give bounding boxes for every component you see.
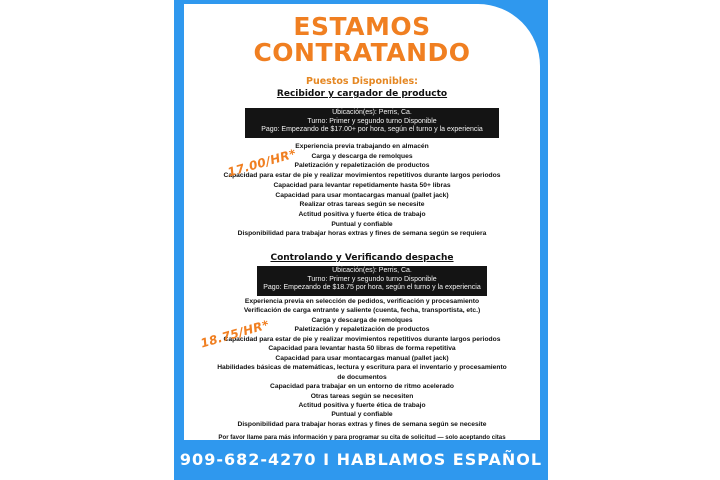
- list-item: Capacidad para levantar hasta 50 libras de forma repetitiva: [268, 345, 456, 353]
- list-item: Puntual y confiable: [331, 220, 393, 228]
- headline-line-2: CONTRATANDO: [253, 38, 471, 67]
- list-item: Disponibilidad para trabajar horas extras y fines de semana según se necesite: [237, 420, 487, 428]
- list-item: Realizar otras tareas según se necesite: [299, 201, 425, 209]
- list-item: Puntual y confiable: [331, 411, 393, 419]
- list-item: Paletización y repaletización de productos: [294, 162, 430, 170]
- list-item: Habilidades básicas de matemáticas, lectura y escritura para el inventario y procesamiento: [217, 364, 507, 372]
- job2-location: Ubicación(es): Perris, Ca.: [332, 267, 412, 274]
- job2-rate-tag: 18.75/HR*: [199, 317, 271, 351]
- phone-banner[interactable]: 909-682-4270 I HABLAMOS ESPAÑOL: [179, 450, 543, 469]
- job2-title: Controlando y Verificando despache: [270, 253, 454, 263]
- list-item: Carga y descarga de remolques: [311, 152, 413, 160]
- job1-info-box: [245, 108, 499, 138]
- job2-shift: Turno: Primer y segundo turno Disponible: [307, 275, 437, 283]
- list-item: Actitud positiva y fuerte ética de trabajo: [298, 401, 426, 409]
- footer-note: Por favor llame para más información y para programar su cita de solicitud — solo aceptando citas: [218, 434, 506, 440]
- job1-requirements: [184, 142, 540, 239]
- list-item: Carga y descarga de remolques: [311, 316, 413, 324]
- list-item: Disponibilidad para trabajar horas extras y fines de semana según se requiera: [237, 230, 487, 238]
- job1-rate-tag: 17.00/HR*: [226, 146, 298, 180]
- list-item: de documentos: [337, 373, 387, 381]
- hiring-flyer: [174, 0, 548, 480]
- list-item: Actitud positiva y fuerte ética de trabajo: [298, 210, 426, 218]
- list-item: Capacidad para trabajar en un entorno de ritmo acelerado: [270, 383, 454, 391]
- list-item: Experiencia previa trabajando en almacén: [295, 143, 429, 150]
- job1-pay: Pago: Empezando de $17.00+ por hora, según el turno y la experiencia: [261, 126, 483, 134]
- list-item: Verificación de carga entrante y saliente (cuenta, fecha, transportista, etc.): [243, 307, 481, 315]
- list-item: Capacidad para usar montacargas manual (pallet jack): [275, 191, 449, 199]
- job1-title: Recibidor y cargador de producto: [276, 89, 448, 99]
- job1-location: Ubicación(es): Perris, Ca.: [332, 109, 412, 116]
- list-item: Capacidad para estar de pie y realizar movimientos repetitivos durante largos periodos: [223, 335, 501, 343]
- job2-pay: Pago: Empezando de $18.75 por hora, según el turno y la experiencia: [263, 284, 481, 292]
- job1-shift: Turno: Primer y segundo turno Disponible: [307, 117, 437, 125]
- positions-label: Puestos Disponibles:: [306, 76, 418, 87]
- flyer-card: [184, 4, 540, 440]
- job2-requirements: [184, 297, 540, 429]
- job2-info-box: [257, 266, 487, 296]
- list-item: Otras tareas según se necesiten: [310, 392, 414, 400]
- list-item: Capacidad para usar montacargas manual (pallet jack): [275, 354, 449, 362]
- list-item: Capacidad para levantar repetidamente hasta 50+ libras: [273, 181, 451, 189]
- headline-line-1: ESTAMOS: [293, 12, 431, 41]
- list-item: Paletización y repaletización de productos: [294, 326, 430, 334]
- list-item: Capacidad para estar de pie y realizar movimientos repetitivos durante largos periodos: [223, 172, 501, 180]
- list-item: Experiencia previa en selección de pedidos, verificación y procesamiento: [244, 298, 480, 305]
